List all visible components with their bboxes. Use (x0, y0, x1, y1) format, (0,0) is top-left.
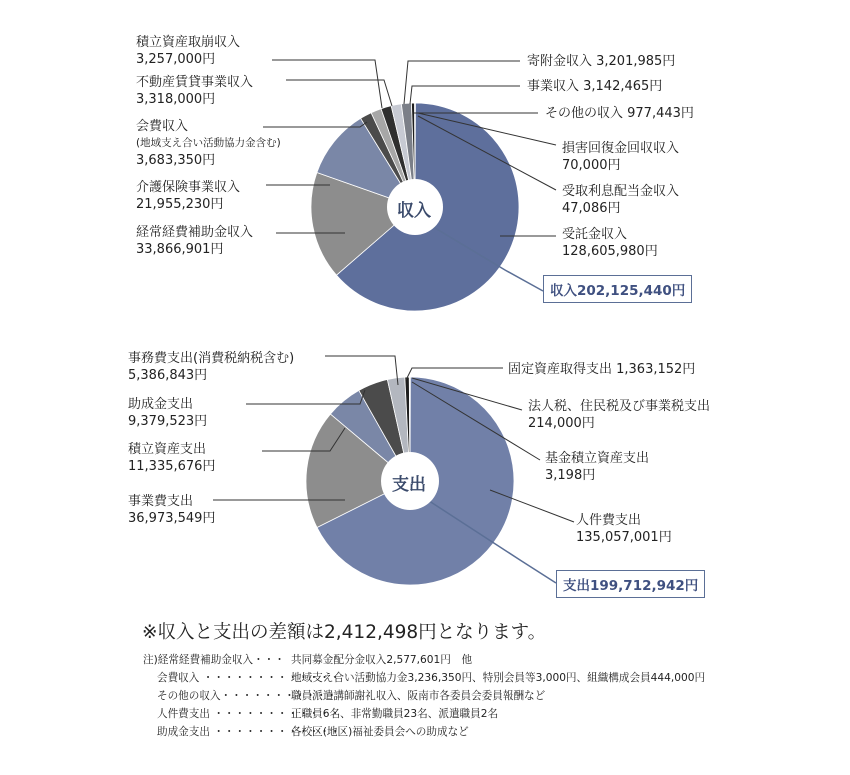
note-desc: 正職員6名、非常勤職員23名、派遣職員2名 (291, 708, 499, 720)
label-value: 135,057,001円 (576, 530, 672, 545)
label-value: 3,198円 (545, 468, 596, 483)
notes (143, 651, 705, 741)
income-total-box: 収入202,125,440円 (543, 275, 692, 303)
label-jigyohi (128, 493, 215, 527)
label-value: 214,000円 (528, 416, 595, 431)
label-keijo (136, 224, 253, 258)
label-jigyo-income: 事業収入 3,142,465円 (527, 79, 663, 94)
label-sonota: その他の収入 977,443円 (545, 106, 694, 121)
label-value: 128,605,980円 (562, 244, 658, 259)
label-risoku (562, 183, 679, 217)
label-value: 33,866,901円 (136, 242, 224, 257)
label-value: 3,257,000円 (136, 52, 216, 67)
label-value: 3,683,350円 (136, 153, 216, 168)
note-term: 助成金支出 ・・・・・・・・・・・・ (157, 726, 341, 738)
label-songai (562, 140, 679, 174)
leader-line-0 (272, 60, 382, 108)
leader-line-5 (404, 61, 520, 104)
note-row (143, 705, 705, 723)
label-kikin (545, 450, 649, 484)
leader-line-1 (286, 80, 392, 106)
note-row (143, 687, 705, 705)
label-name: 受取利息配当金収入 (562, 184, 680, 199)
label-tsumitate (128, 441, 215, 475)
note-row (143, 723, 705, 741)
note-desc: 職員派遣講師謝礼収入、阪南市各委員会委員報酬など (291, 690, 546, 702)
label-jinken (576, 512, 672, 546)
label-name: 受託金収入 (562, 227, 628, 242)
label-hojin (528, 398, 710, 432)
income-center-label: 収入 (397, 201, 431, 221)
label-name: 法人税、住民税及び事業税支出 (528, 399, 711, 414)
label-name: 人件費支出 (576, 513, 642, 528)
label-name: 基金積立資産支出 (545, 451, 650, 466)
label-kaihi (136, 118, 281, 169)
label-value: 36,973,549円 (128, 511, 216, 526)
label-fudosan (136, 74, 253, 108)
note-term: その他の収入・・・・・・・・・・・ (157, 690, 338, 702)
note-desc: 地域支え合い活動協力金3,236,350円、特別会員等3,000円、組織構成会員444,000円 (291, 672, 706, 684)
label-name: 助成金支出 (128, 397, 194, 412)
label-name: 経常経費補助金収入 (136, 225, 254, 240)
label-value: 11,335,676円 (128, 459, 216, 474)
expense-total-box: 支出199,712,942円 (556, 570, 705, 598)
label-kotei: 固定資産取得支出 1,363,152円 (508, 362, 696, 377)
label-name: 事業費支出 (128, 494, 194, 509)
label-sekiritsu-income (136, 34, 240, 68)
label-name: 積立資産取崩収入 (136, 35, 241, 50)
note-term: 人件費支出 ・・・・・・・・・・・・ (157, 708, 341, 720)
label-jutaku (562, 226, 658, 260)
difference-summary: ※収入と支出の差額は2,412,498円となります。 (142, 622, 547, 643)
label-value: 21,955,230円 (136, 197, 224, 212)
label-name: 不動産賃貸事業収入 (136, 75, 254, 90)
label-jimu (128, 350, 294, 384)
label-kaigo (136, 179, 240, 213)
label-value: 47,086円 (562, 201, 621, 216)
label-value: 3,318,000円 (136, 92, 216, 107)
label-name: 事務費支出(消費税納税含む) (128, 351, 295, 366)
label-name: 損害回復金回収収入 (562, 141, 680, 156)
note-row (143, 651, 705, 669)
note-term: 会費収入 ・・・・・・・・・・・・・ (157, 672, 341, 684)
label-name: 介護保険事業収入 (136, 180, 241, 195)
label-value: 70,000円 (562, 158, 621, 173)
label-kifu: 寄附金収入 3,201,985円 (527, 54, 676, 69)
note-row (143, 669, 705, 687)
label-name: 積立資産支出 (128, 442, 207, 457)
label-name: 会費収入 (136, 119, 189, 134)
note-term: 注)経常経費補助金収入・・・ (143, 654, 285, 666)
label-value: 9,379,523円 (128, 414, 208, 429)
note-desc: 各校区(地区)福祉委員会への助成など (291, 726, 469, 738)
leader-line-6 (410, 86, 520, 104)
note-desc: 共同募金配分金収入2,577,601円 他 (291, 654, 473, 666)
expense-center-label: 支出 (392, 475, 426, 495)
label-sub: (地域支え合い活動協力金含む) (136, 137, 281, 149)
label-value: 5,386,843円 (128, 368, 208, 383)
label-josei (128, 396, 207, 430)
